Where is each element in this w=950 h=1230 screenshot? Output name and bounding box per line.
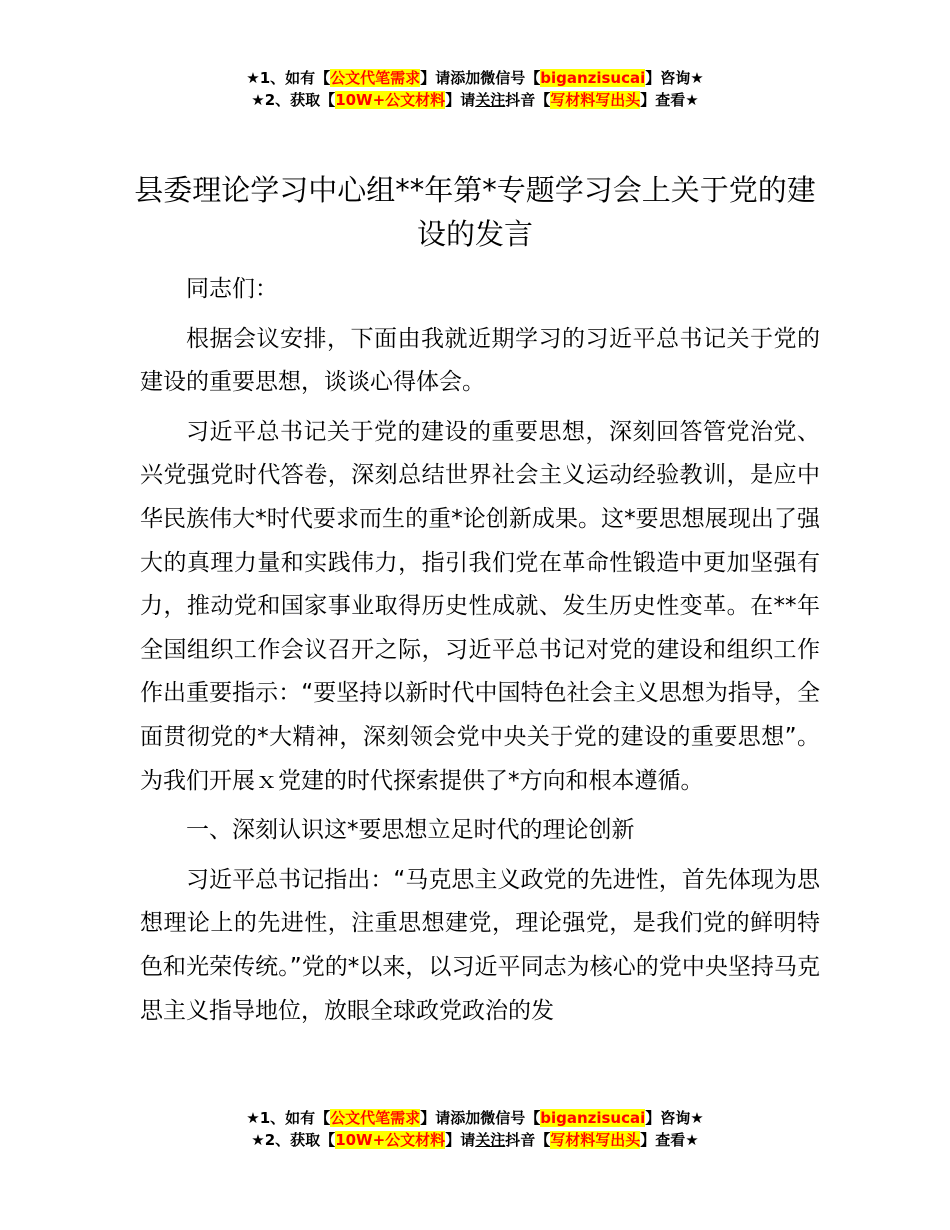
promo-banner-bottom bbox=[0, 1107, 950, 1151]
salutation: 同志们： bbox=[186, 276, 278, 302]
promo-text: ★2、获取【 bbox=[251, 91, 336, 109]
promo-text: ★1、如有【 bbox=[246, 1109, 331, 1127]
promo-text: 】查看★ bbox=[640, 91, 699, 109]
section-heading: 一、深刻认识这*要思想立足时代的理论创新 bbox=[186, 817, 635, 844]
promo-highlight: 10W+公文材料 bbox=[335, 91, 446, 109]
promo-highlight: 10W+公文材料 bbox=[335, 1131, 446, 1149]
paragraph: 根据会议安排，下面由我就近期学习的习近平总书记关于党的建设的重要思想，谈谈心得体会。 bbox=[140, 325, 820, 396]
promo-text: 抖音【 bbox=[505, 1131, 551, 1149]
promo-highlight: 公文代笔需求 bbox=[330, 69, 421, 87]
promo-banner-top bbox=[0, 67, 950, 111]
promo-text: 抖音【 bbox=[505, 91, 551, 109]
promo-highlight: biganzisucai bbox=[540, 1109, 646, 1127]
promo-line-2 bbox=[0, 89, 950, 111]
promo-text: 】咨询★ bbox=[645, 69, 704, 87]
promo-highlight: 写材料写出头 bbox=[550, 91, 641, 109]
paragraph: 习近平总书记指出：“马克思主义政党的先进性，首先体现为思想理论上的先进性，注重思想建党，理论强党，是我们党的鲜明特色和光荣传统。”党的*以来，以习近平同志为核心的党中央坚持马克思主义指导地位，放眼全球政党政治的发 bbox=[140, 866, 820, 1024]
promo-line-1 bbox=[0, 1107, 950, 1129]
promo-text: ★2、获取【 bbox=[251, 1131, 336, 1149]
promo-underline: 关注 bbox=[475, 91, 506, 109]
paragraph: 习近平总书记关于党的建设的重要思想，深刻回答管党治党、兴党强党时代答卷，深刻总结世界社会主义运动经验教训，是应中华民族伟大*时代要求而生的重*论创新成果。这*要思想展现出了强大的真理力量和实践伟力，指引我们党在革命性锻造中更加坚强有力，推动党和国家事业取得历史性成就、发生历史性变革。在**年全国组织工作会议召开之际，习近平总书记对党的建设和组织工作作出重要指示：“要坚持以新时代中国特色社会主义思想为指导，全面贯彻党的*大精神，深刻领会党中央关于党的建设的重要思想”。为我们开展ｘ党建的时代探索提供了*方向和根本遵循。 bbox=[140, 418, 820, 794]
promo-highlight: biganzisucai bbox=[540, 69, 646, 87]
promo-text: ★1、如有【 bbox=[246, 69, 331, 87]
promo-highlight: 写材料写出头 bbox=[550, 1131, 641, 1149]
promo-text: 】请添加微信号【 bbox=[420, 69, 541, 87]
promo-text: 】咨询★ bbox=[645, 1109, 704, 1127]
promo-text: 】请 bbox=[445, 1131, 476, 1149]
promo-text: 】查看★ bbox=[640, 1131, 699, 1149]
promo-line-1 bbox=[0, 67, 950, 89]
promo-text: 】请 bbox=[445, 91, 476, 109]
document-title: 县委理论学习中心组**年第*专题学习会上关于党的建设的发言 bbox=[134, 173, 816, 251]
document-body bbox=[140, 268, 820, 1039]
promo-text: 】请添加微信号【 bbox=[420, 1109, 541, 1127]
promo-line-2 bbox=[0, 1129, 950, 1151]
promo-highlight: 公文代笔需求 bbox=[330, 1109, 421, 1127]
promo-underline: 关注 bbox=[475, 1131, 506, 1149]
